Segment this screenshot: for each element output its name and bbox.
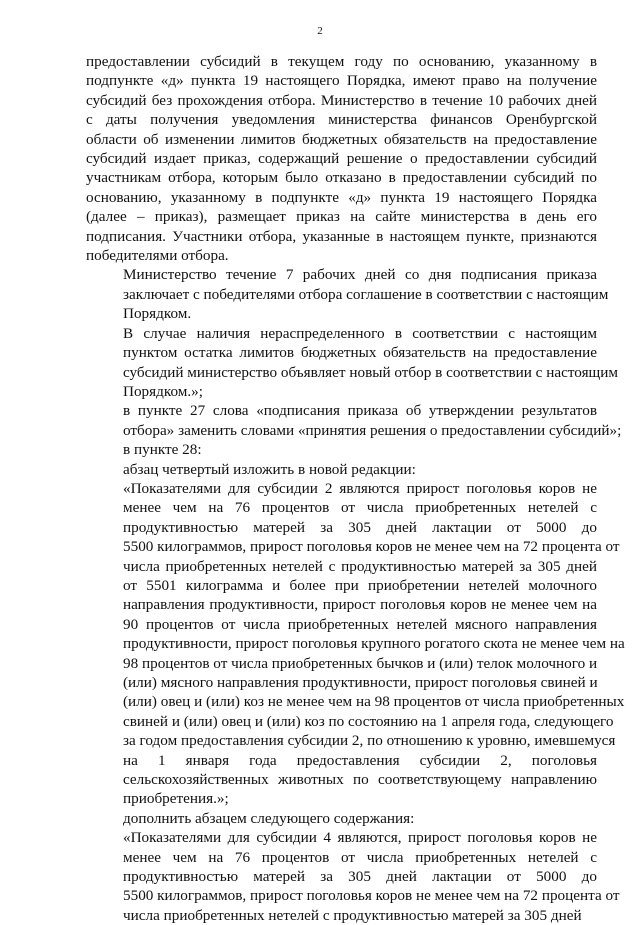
text-line: менее чем на 76 процентов от числа приобретенных нетелей с bbox=[123, 848, 597, 866]
text-line: предоставлении субсидий в текущем году по основанию, указанному в bbox=[86, 53, 597, 70]
text-line: основанию, указанному в подпункте «д» пункта 19 настоящего Порядка bbox=[86, 188, 597, 206]
text-line: продуктивностью матерей за 305 дней лактации от 5000 до bbox=[123, 518, 597, 536]
text-line: «Показателями для субсидии 4 являются, прирост поголовья коров не bbox=[123, 829, 597, 847]
text-line: области об изменении лимитов бюджетных обязательств на предоставление bbox=[86, 130, 597, 148]
paragraph bbox=[86, 265, 609, 323]
text-line: пунктом остатка лимитов бюджетных обязательств на предоставление bbox=[123, 344, 597, 362]
text-line: Порядком. bbox=[123, 305, 192, 323]
text-line: менее чем на 76 процентов от числа приобретенных нетелей с bbox=[123, 499, 597, 517]
text-line: числа приобретенных нетелей с продуктивностью матерей за 305 дней bbox=[123, 906, 582, 924]
text-line: Министерство течение 7 рабочих дней со дня подписания приказа bbox=[123, 266, 597, 284]
paragraph bbox=[86, 460, 597, 479]
text-line: субсидий без прохождения отбора. Министерство в течение 10 рабочих дней bbox=[86, 91, 597, 109]
text-line: заключает с победителями отбора соглашение в соответствии с настоящим bbox=[123, 285, 609, 303]
text-line: «Показателями для субсидии 2 являются прирост поголовья коров не bbox=[123, 479, 597, 497]
text-line: дополнить абзацем следующего содержания: bbox=[123, 809, 415, 827]
text-line: субсидий министерство объявляет новый отбор в соответствии с настоящим bbox=[123, 363, 618, 381]
paragraph bbox=[86, 440, 597, 459]
text-line: 5500 килограммов, прирост поголовья коров не менее чем на 72 процента от bbox=[123, 887, 620, 905]
paragraph bbox=[86, 809, 597, 828]
text-line: субсидий издает приказ, содержащий решение о предоставлении субсидий bbox=[86, 150, 597, 168]
text-line: абзац четвертый изложить в новой редакции: bbox=[123, 460, 416, 478]
text-line: на 1 января года предоставления субсидии 2, поголовья bbox=[123, 751, 597, 769]
paragraph bbox=[86, 52, 597, 265]
text-line: продуктивности, прирост поголовья крупного рогатого скота не менее чем на bbox=[123, 635, 625, 653]
text-line: в пункте 27 слова «подписания приказа об утверждении результатов bbox=[123, 402, 597, 420]
text-line: подпункте «д» пункта 19 настоящего Порядка, имеют право на получение bbox=[86, 72, 597, 90]
text-line: 90 процентов от числа приобретенных нетелей мясного направления bbox=[123, 615, 597, 633]
text-line: (или) мясного направления продуктивности, прирост поголовья свиней и bbox=[123, 674, 598, 691]
text-line: продуктивностью матерей за 305 дней лактации от 5000 до bbox=[123, 868, 597, 886]
text-line: в пункте 28: bbox=[123, 441, 202, 459]
text-line: свиней и (или) овец и (или) коз по состоянию на 1 апреля года, следующего bbox=[123, 712, 614, 730]
text-line: отбора» заменить словами «принятия решения о предоставлении субсидий»; bbox=[123, 421, 622, 439]
text-line: 5500 килограммов, прирост поголовья коров не менее чем на 72 процента от bbox=[123, 538, 620, 556]
document-body bbox=[86, 52, 625, 925]
text-line: подписания. Участники отбора, указанные в настоящем пункте, признаются bbox=[86, 227, 597, 245]
paragraph bbox=[86, 324, 618, 402]
text-line: приобретения.»; bbox=[123, 790, 229, 808]
paragraph bbox=[86, 828, 620, 925]
text-line: 98 процентов от числа приобретенных бычков и (или) телок молочного и bbox=[123, 654, 598, 672]
text-line: за годом предоставления субсидии 2, по отношению к уровню, имевшемуся bbox=[123, 732, 616, 750]
paragraph bbox=[86, 479, 625, 809]
page-number: 2 bbox=[317, 25, 323, 37]
paragraph bbox=[86, 401, 622, 440]
text-line: участникам отбора, которым было отказано в предоставлении субсидий по bbox=[86, 169, 597, 187]
text-line: (далее – приказ), размещает приказ на сайте министерства в день его bbox=[86, 208, 597, 226]
text-line: числа приобретенных нетелей с продуктивностью матерей за 305 дней bbox=[123, 557, 597, 575]
text-line: (или) овец и (или) коз не менее чем на 98 процентов от числа приобретенных bbox=[123, 693, 625, 711]
text-line: победителями отбора. bbox=[86, 247, 229, 265]
text-line: направления продуктивности, прирост поголовья коров не менее чем на bbox=[123, 596, 597, 614]
text-line: Порядком.»; bbox=[123, 382, 204, 400]
text-line: от 5501 килограмма и более при приобретении нетелей молочного bbox=[123, 576, 597, 594]
text-line: с даты получения уведомления министерства финансов Оренбургской bbox=[86, 111, 597, 129]
text-line: сельскохозяйственных животных по соответствующему направлению bbox=[123, 771, 597, 789]
text-line: В случае наличия нераспределенного в соответствии с настоящим bbox=[123, 324, 597, 342]
